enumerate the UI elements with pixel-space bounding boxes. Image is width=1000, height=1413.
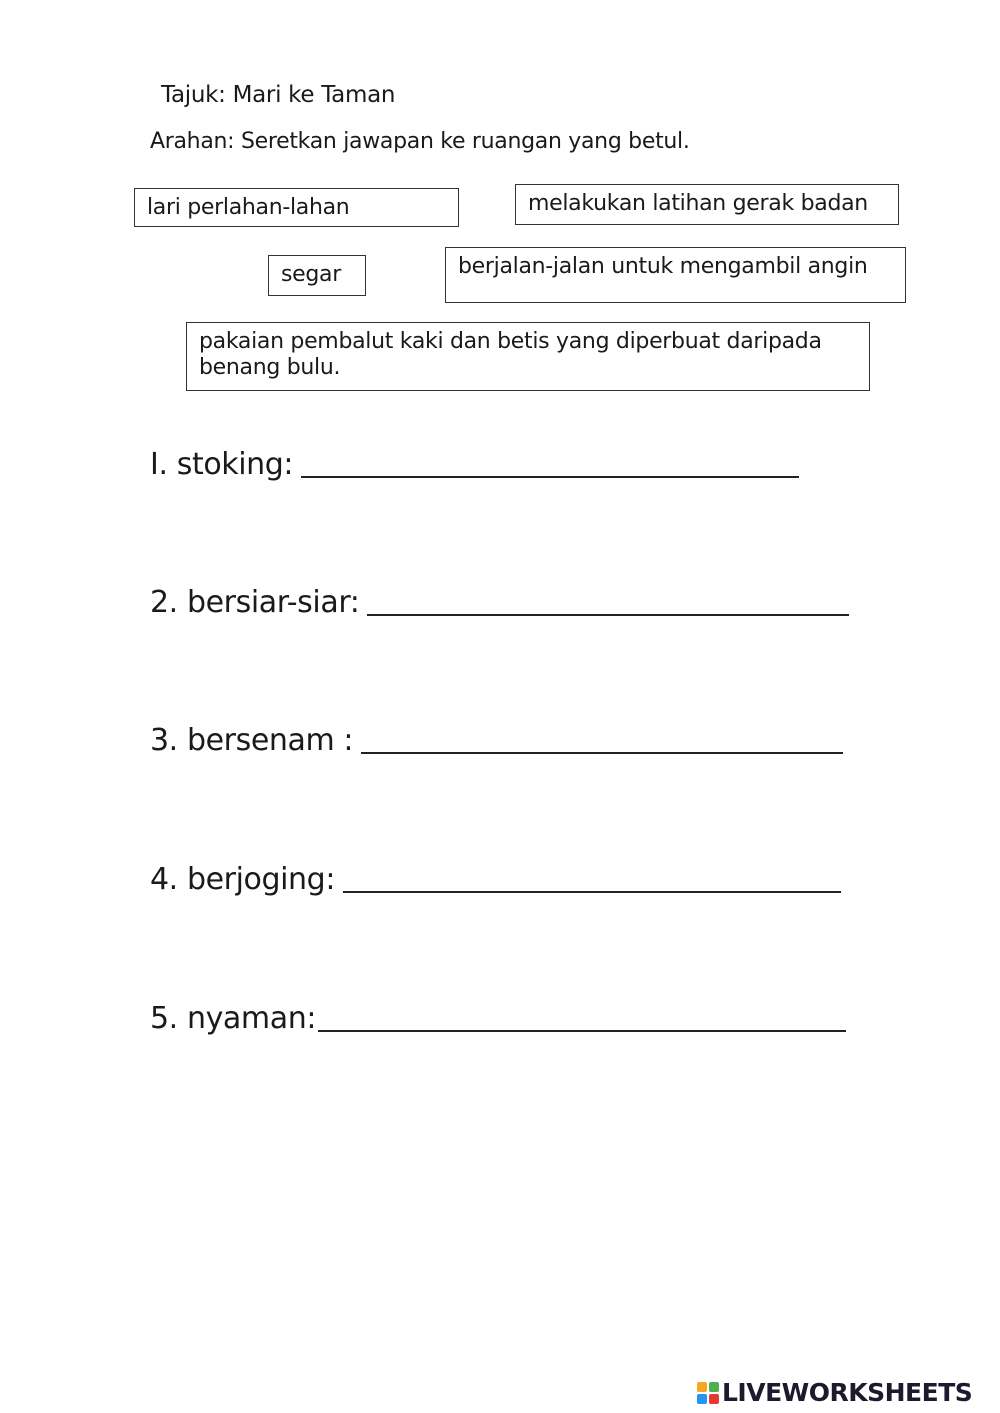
answer-drop-zone-5[interactable] [318,1004,846,1032]
answer-choice-melakukan-latihan[interactable]: melakukan latihan gerak badan [515,184,899,225]
answer-choice-pakaian-pembalut[interactable]: pakaian pembalut kaki dan betis yang diperbuat daripada benang bulu. [186,322,870,391]
brand-name: LIVEWORKSHEETS [722,1378,973,1407]
answer-choice-lari-perlahan-lahan[interactable]: lari perlahan-lahan [134,188,459,227]
logo-square-4 [709,1394,719,1404]
logo-square-1 [697,1382,707,1392]
question-berjoging [150,862,841,897]
question-nyaman [150,1001,846,1036]
question-stoking [150,447,799,482]
answer-drop-zone-4[interactable] [343,865,841,893]
liveworksheets-logo-icon [697,1382,719,1404]
answer-drop-zone-3[interactable] [361,726,843,754]
logo-square-3 [697,1394,707,1404]
worksheet-title: Tajuk: Mari ke Taman [161,82,396,108]
liveworksheets-brand [697,1378,972,1407]
answer-choice-berjalan-jalan[interactable]: berjalan-jalan untuk mengambil angin [445,247,906,303]
answer-drop-zone-2[interactable] [367,588,849,616]
question-bersenam [150,723,843,758]
question-label: 4. berjoging: [150,862,336,897]
answer-choice-segar[interactable]: segar [268,255,366,296]
question-label: I. stoking: [150,447,294,482]
worksheet-instruction: Arahan: Seretkan jawapan ke ruangan yang betul. [150,129,690,154]
question-label: 3. bersenam : [150,723,354,758]
question-bersiar-siar [150,585,849,620]
logo-square-2 [709,1382,719,1392]
question-label: 5. nyaman: [150,1001,317,1036]
question-label: 2. bersiar-siar: [150,585,360,620]
answer-drop-zone-1[interactable] [301,450,799,478]
